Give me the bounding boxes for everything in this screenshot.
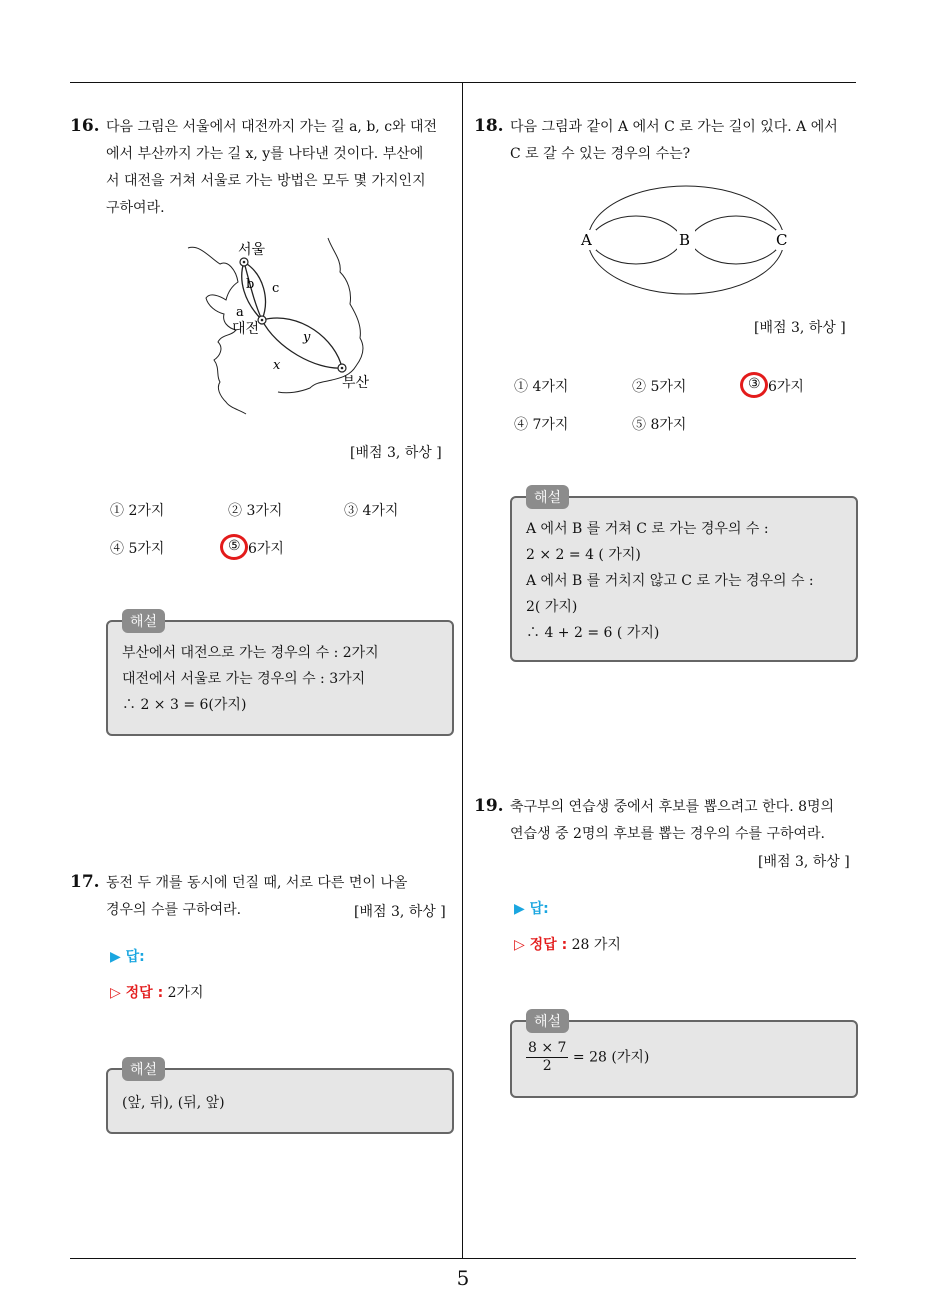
choice-3-label[interactable]: 6가지 (768, 379, 804, 395)
solution-line: ∴ 2 × 3 = 6(가지) (122, 697, 247, 713)
solution-line: 2 × 2 = 4 ( 가지) (526, 547, 641, 563)
solution-line: 부산에서 대전으로 가는 경우의 수 : 2가지 (122, 645, 379, 661)
solution-box (510, 490, 858, 662)
solution-tag: 해설 (122, 609, 165, 633)
fraction-result: = 28 (가지) (572, 1049, 650, 1066)
choice-3-symbol[interactable]: ③ (748, 376, 761, 392)
solution-box (510, 1014, 858, 1098)
correct-answer-label: ▷ 정답 : (110, 985, 164, 1001)
choice-2[interactable]: ② 5가지 (632, 379, 687, 395)
path-b-c-lower (688, 240, 784, 264)
solution-tag: 해설 (526, 1009, 569, 1033)
path-b-c-upper (688, 216, 784, 240)
correct-answer-value: 2가지 (167, 985, 204, 1001)
node-b: B (679, 231, 691, 249)
choice-3[interactable]: ③ 4가지 (344, 503, 399, 519)
choice-5-label[interactable]: 6가지 (248, 541, 284, 557)
coastline-east (278, 238, 363, 393)
question-text (510, 114, 860, 168)
solution-formula (526, 1040, 649, 1075)
map-label-c: c (272, 281, 280, 296)
solution-line: (앞, 뒤), (뒤, 앞) (122, 1095, 225, 1111)
correct-answer-label: ▷ 정답 : (514, 937, 568, 953)
question-number: 16. (70, 116, 100, 136)
fraction (526, 1040, 568, 1075)
correct-answer (110, 982, 204, 1002)
choice-5[interactable]: ⑤ 8가지 (632, 417, 687, 433)
fraction-denominator: 2 (542, 1058, 552, 1074)
solution-tag: 해설 (122, 1057, 165, 1081)
node-c: C (776, 231, 788, 249)
choice-4[interactable]: ④ 7가지 (514, 417, 569, 433)
question-line: 동전 두 개를 동시에 던질 때, 서로 다른 면이 나올 (106, 875, 408, 891)
fraction-numerator: 8 × 7 (528, 1040, 567, 1056)
map-label-b: b (246, 277, 255, 292)
solution-line: 2( 가지) (526, 599, 578, 615)
map-label-busan: 부산 (342, 375, 370, 391)
question-line: 다음 그림은 서울에서 대전까지 가는 길 a, b, c와 대전 (106, 119, 438, 135)
solution-line: ∴ 4 + 2 = 6 ( 가지) (526, 625, 660, 641)
answer-input-label[interactable]: ▶ 답: (110, 949, 145, 965)
choice-1[interactable]: ① 2가지 (110, 503, 165, 519)
solution-line: A 에서 B 를 거치지 않고 C 로 가는 경우의 수 : (526, 573, 814, 589)
question-line: 구하여라. (106, 200, 165, 216)
choice-1[interactable]: ① 4가지 (514, 379, 569, 395)
correct-answer-value: 28 가지 (571, 937, 621, 953)
question-line: 경우의 수를 구하여라. (106, 902, 242, 918)
question-line: 서 대전을 거쳐 서울로 가는 방법은 모두 몇 가지인지 (106, 173, 426, 189)
solution-line: 대전에서 서울로 가는 경우의 수 : 3가지 (122, 671, 366, 687)
solution-line: A 에서 B 를 거쳐 C 로 가는 경우의 수 : (526, 521, 769, 537)
path-diagram (576, 180, 796, 300)
solution-box (106, 1062, 454, 1134)
question-number: 17. (70, 872, 100, 892)
korea-route-map (180, 230, 390, 420)
page-number: 5 (456, 1266, 470, 1290)
score-label: [배점 3, 하상 ] (354, 904, 446, 920)
question-line: 에서 부산까지 가는 길 x, y를 나타낸 것이다. 부산에 (106, 146, 424, 162)
map-label-seoul: 서울 (238, 242, 266, 258)
question-text (106, 114, 456, 222)
question-number: 18. (474, 116, 504, 136)
map-label-y: y (303, 330, 311, 345)
path-a-b-lower (588, 240, 684, 264)
map-label-a: a (236, 305, 244, 320)
question-line: C 로 갈 수 있는 경우의 수는? (510, 146, 691, 162)
score-label: [배점 3, 하상 ] (754, 320, 846, 336)
choice-5-symbol[interactable]: ⑤ (228, 538, 241, 554)
choice-4[interactable]: ④ 5가지 (110, 541, 165, 557)
question-text (510, 794, 860, 848)
score-label: [배점 3, 하상 ] (350, 445, 442, 461)
solution-tag: 해설 (526, 485, 569, 509)
column-divider (462, 82, 463, 1258)
map-label-x: x (273, 358, 281, 373)
top-rule (70, 82, 856, 83)
choice-2[interactable]: ② 3가지 (228, 503, 283, 519)
question-line: 연습생 중 2명의 후보를 뽑는 경우의 수를 구하여라. (510, 826, 825, 842)
question-number: 19. (474, 796, 504, 816)
correct-answer (514, 934, 621, 954)
question-line: 다음 그림과 같이 A 에서 C 로 가는 길이 있다. A 에서 (510, 119, 838, 135)
score-label: [배점 3, 하상 ] (758, 854, 850, 870)
bottom-rule (70, 1258, 856, 1259)
map-label-daejeon: 대전 (232, 321, 260, 337)
path-a-b-upper (588, 216, 684, 240)
selected-answer-circle (740, 372, 768, 398)
selected-answer-circle (220, 534, 248, 560)
answer-input-label[interactable]: ▶ 답: (514, 901, 549, 917)
solution-box (106, 614, 454, 736)
node-a: A (581, 231, 592, 249)
question-line: 축구부의 연습생 중에서 후보를 뽑으려고 한다. 8명의 (510, 799, 835, 815)
